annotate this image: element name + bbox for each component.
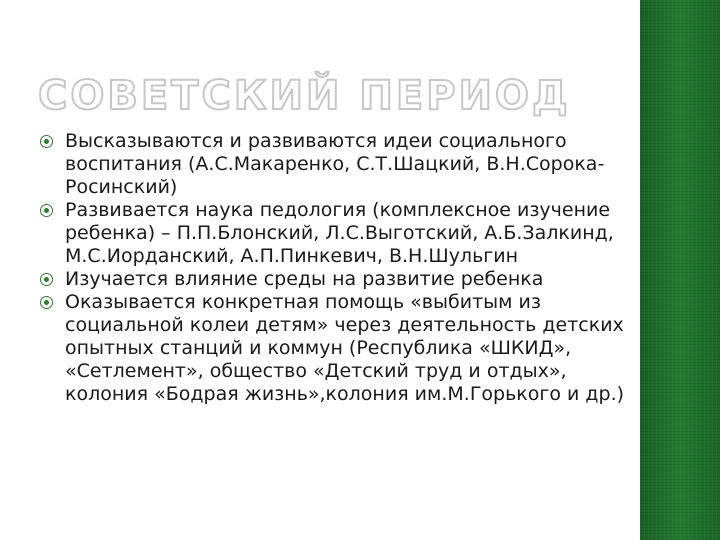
bullet-item (36, 268, 626, 291)
radio-bullet-icon (40, 296, 53, 309)
bullet-text: Развивается наука педология (комплексное изучение ребенка) – П.П.Блонский, Л.С.Выготский, А.Б.Залкинд, М.С.Иорданский, А.П.Пинкевич, В.Н.Шульгин (65, 199, 614, 267)
bullet-text: Высказываются и развиваются идеи социального воспитания (А.С.Макаренко, С.Т.Шацкий, В.Н.Сорока-Росинский) (65, 130, 605, 198)
bullet-text: Изучается влияние среды на развитие ребенка (65, 268, 544, 290)
bullet-item (36, 291, 626, 406)
bullet-item (36, 199, 626, 268)
slide-title: СОВЕТСКИЙ ПЕРИОД (38, 73, 571, 119)
bullet-text: Оказывается конкретная помощь «выбитым из социальной колеи детям» через деятельность детских опытных станций и коммун (Республика «ШКИД», «Сетлемент», общество «Детский труд и отдых», колония «Бодрая жизнь»,колония им.М.Горького и др.) (65, 291, 625, 405)
radio-bullet-icon (40, 204, 53, 217)
radio-bullet-icon (40, 273, 53, 286)
decorative-side-bar (640, 0, 720, 540)
bullet-list (36, 130, 626, 406)
radio-bullet-icon (40, 135, 53, 148)
bullet-item (36, 130, 626, 199)
